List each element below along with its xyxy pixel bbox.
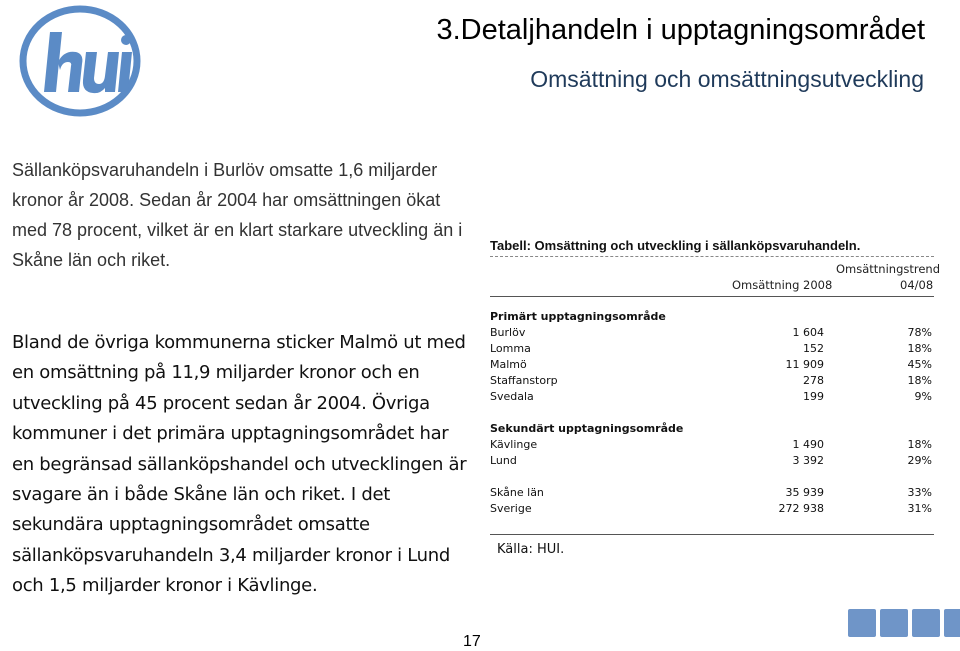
table-top-divider [490, 256, 934, 257]
section-heading-primary: Primärt upptagningsområde [490, 310, 666, 323]
page-number: 17 [463, 633, 481, 650]
table-row: Sverige 272 938 31% [490, 502, 932, 515]
column-header-trend-line2: 04/08 [900, 278, 934, 292]
square-icon [912, 609, 940, 637]
table-row: Kävlinge 1 490 18% [490, 438, 932, 451]
square-icon [848, 609, 876, 637]
table-row: Staffanstorp 278 18% [490, 374, 932, 387]
section-heading-secondary: Sekundärt upptagningsområde [490, 422, 684, 435]
page-title: 3.Detaljhandeln i upptagningsområdet [436, 14, 925, 46]
table-row: Malmö 11 909 45% [490, 358, 932, 371]
page-subtitle: Omsättning och omsättningsutveckling [530, 66, 924, 92]
body-paragraph: Bland de övriga kommunerna sticker Malmö ut med en omsättning på 11,9 miljarder kronor och en utveckling på 45 procent sedan år 2004. Övriga kommuner i det primära upptagningsområdet har en begränsad sällanköpshandel och utvecklingen är svagare än i både Skåne län och riket. I det sekundära upptagningsområdet omsatte sällanköpsvaruhandeln 3,4 miljarder kronor i Lund och 1,5 miljarder kronor i Kävlinge. [12, 332, 467, 597]
square-icon [944, 609, 960, 637]
table-row: Burlöv 1 604 78% [490, 326, 932, 339]
table-row: Lund 3 392 29% [490, 454, 932, 467]
square-icon [880, 609, 908, 637]
header-divider [490, 296, 934, 297]
table-row: Svedala 199 9% [490, 390, 932, 403]
table-row: Lomma 152 18% [490, 342, 932, 355]
intro-paragraph: Sällanköpsvaruhandeln i Burlöv omsatte 1,6 miljarder kronor år 2008. Sedan år 2004 har omsättningen ökat med 78 procent, vilket är en klart starkare utveckling än i Skåne län och riket. [12, 160, 463, 270]
column-header-sales: Omsättning 2008 [732, 278, 833, 292]
table-source: Källa: HUI. [497, 542, 565, 557]
table-row: Skåne län 35 939 33% [490, 486, 932, 499]
hui-logo [18, 4, 143, 118]
table-caption: Tabell: Omsättning och utveckling i sällanköpsvaruhandeln. [490, 238, 861, 253]
table-bottom-divider [490, 534, 934, 535]
column-header-trend-line1: Omsättningstrend [836, 262, 941, 276]
